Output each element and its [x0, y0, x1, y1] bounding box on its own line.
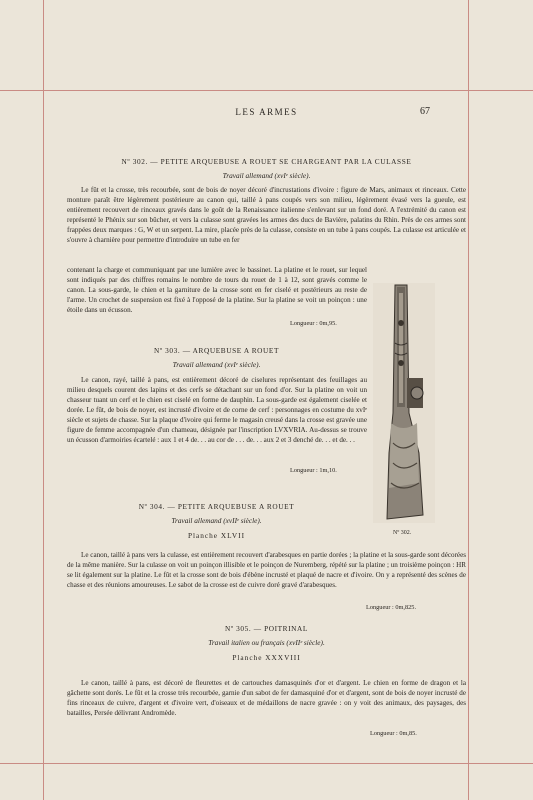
- left-rule: [43, 0, 44, 800]
- right-rule: [468, 0, 469, 800]
- figure-caption: Nº 302.: [393, 530, 412, 536]
- entry-303-length: Longueur : 1m,10.: [290, 467, 337, 474]
- entry-305-plate: Planche XXXVIII: [232, 653, 301, 662]
- arquebus-engraving: [373, 283, 435, 523]
- entry-302-title: Nº 302. — PETITE ARQUEBUSE A ROUET SE CHARGEANT PAR LA CULASSE: [121, 157, 412, 166]
- entry-304-plate: Planche XLVII: [187, 531, 246, 540]
- entry-304-text: Le canon, taillé à pans vers la culasse, est entièrement recouvert d'arabesques en partie dorées ; la platine et la sous-garde sont décorées de la même manière. Sur la culasse on voit un poinçon illisible et le poinçon de Nuremberg, répété sur la platine ; un troisième poinçon : HR se lit également sur la platine. Le fût et la crosse sont de bois d'ébène incrusté et plaqué de nacre et d'ivoire. On y a représenté des scènes de chasse et des réunions amoureuses. Le sabot de la crosse est de cuivre doré gravé d'arabesques.: [67, 551, 466, 590]
- entry-303-title: Nº 303. — ARQUEBUSE A ROUET: [153, 346, 280, 355]
- top-rule: [0, 90, 533, 91]
- entry-303-text: Le canon, rayé, taillé à pans, est entièrement décoré de ciselures représentant des feuillages au milieu desquels courent des lapins et des cerfs se détachant sur un fond d'or. Sur la platine on voit un chasseur tuant un cerf et le chien est ciselé en forme de dauphin. La sous-garde est également ciselée et dorée. Le fût, de bois de noyer, est incrusté d'ivoire et de corne de cerf : personnages en costume du xvIᵉ siècle et sujets de chasse. Sur la plaque d'ivoire qui ferme le magasin creusé dans la crosse est gravée une figure de femme accompagnée d'un chameau, désignée par l'inscription LVXVRIA. Au-dessus se trouve un écusson d'armoiries écartelé : aux 1 et 4 de. . . au cor de . . . de. . . aux 2 et 3 denché de. . . et de. . .: [67, 376, 367, 445]
- bottom-rule: [0, 763, 533, 764]
- entry-303-subtitle: Travail allemand (xvIᵉ siècle).: [172, 360, 261, 369]
- entry-302-text-continued: contenant la charge et communiquant par une lumière avec le bassinet. La platine et le rouet, sur lequel sont indiqués par des chiffres romains le nombre de tours du rouet de 1 à 12, sont gravés comme le canon. La sous-garde, le chien et la garniture de la crosse sont en fer ciselé et postérieurs au reste de l'arme. Un crochet de suspension est fixé à l'opposé de la platine. Sur la platine se voit un poinçon : une étoile dans un écusson.: [67, 266, 367, 315]
- entry-302-text: Le fût et la crosse, très recourbée, sont de bois de noyer décoré d'incrustations d'ivoire : figure de Mars, animaux et rinceaux. Cette monture paraît être légèrement postérieure au canon qui, taillé à pans coupés vers son milieu, légèrement évasé vers la gueule, est entièrement recouvert de rinceaux gravés dans le goût de la Renaissance italienne s'enlevant sur un fond doré. A l'extrémité du canon est représenté le Phénix sur son bûcher, et vers la culasse sont gravées les armes des ducs de Bavière, palatins du Rhin. Près de ces armes sont frappées deux marques : G, W et un serpent. La mire, placée près de la culasse, consiste en un tube à pans coupés. La culasse est articulée et s'ouvre à charnière pour permettre d'introduire un tube en fer: [67, 186, 466, 245]
- entry-304-title: Nº 304. — PETITE ARQUEBUSE A ROUET: [138, 502, 295, 511]
- entry-302-length: Longueur : 0m,95.: [290, 320, 337, 327]
- entry-305-subtitle: Travail italien ou français (xvIIᵉ siècle).: [208, 638, 325, 647]
- entry-302-subtitle: Travail allemand (xvIᵉ siècle).: [222, 171, 311, 180]
- entry-304-subtitle: Travail allemand (xvIIᵉ siècle).: [171, 516, 262, 525]
- running-header: LES ARMES: [235, 107, 298, 117]
- entry-305-length: Longueur : 0m,85.: [370, 730, 417, 737]
- entry-305-text: Le canon, taillé à pans, est décoré de fleurettes et de cartouches damasquinés d'or et d'argent. Le chien en forme de dragon et la gâchette sont dorés. Le fût et la crosse très recourbée, garnie d'un sabot de fer damasquiné d'or et d'argent, sont de bois de noyer incrusté de fins rinceaux de cuivre, d'argent et d'ivoire vert, d'oiseaux et de médaillons de nacre gravée : on y voit des animaux, des paysages, des batailles, Persée délivrant Andromède.: [67, 679, 466, 718]
- page-number: 67: [420, 106, 430, 117]
- entry-305-title: Nº 305. — POITRINAL: [225, 624, 308, 633]
- entry-304-length: Longueur : 0m,825.: [366, 604, 417, 611]
